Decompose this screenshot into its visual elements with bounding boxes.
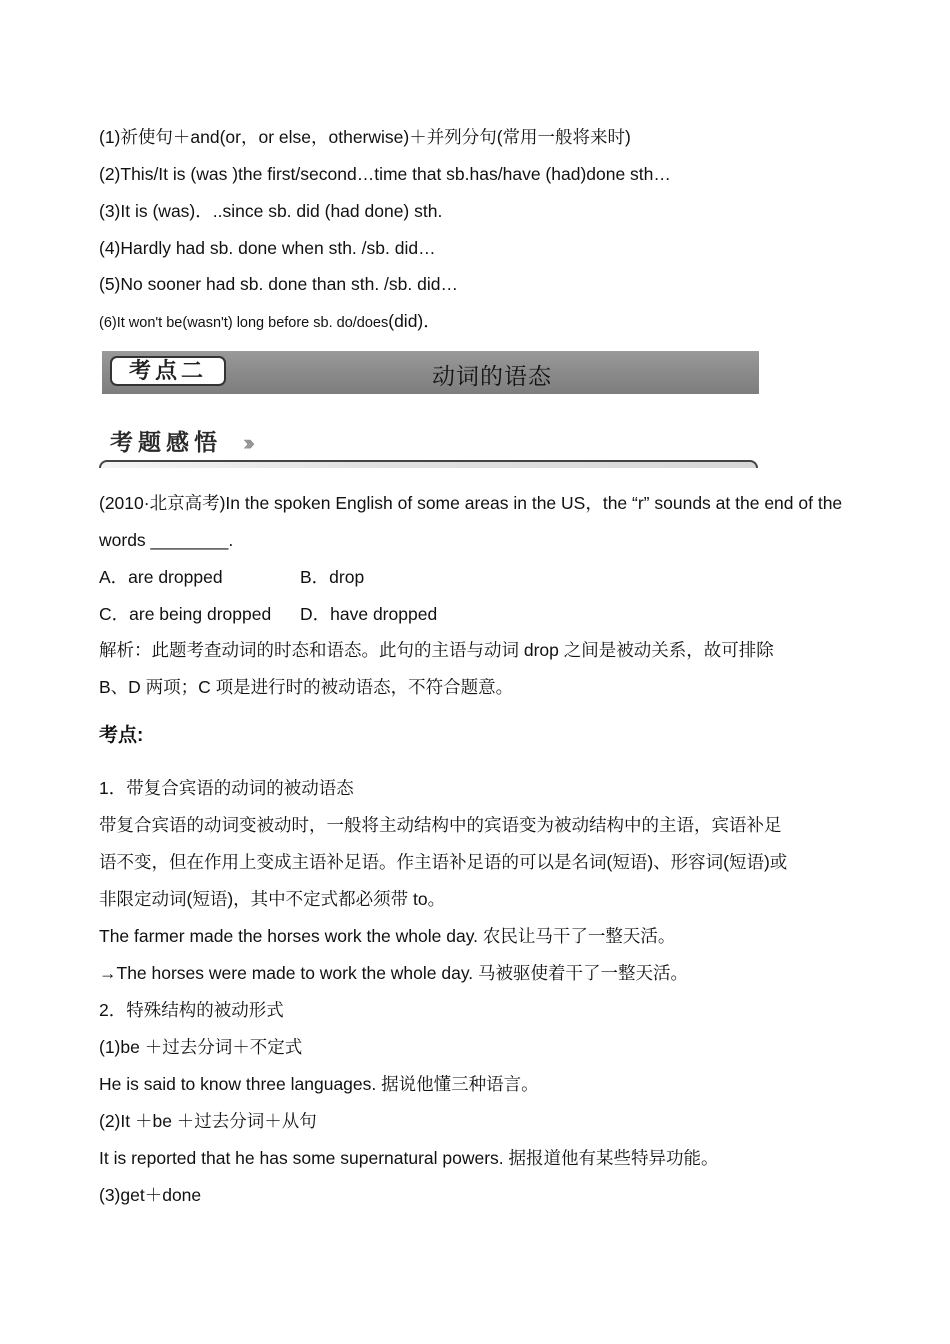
section-banner	[102, 351, 759, 394]
example-1: The farmer made the horses work the whole day. 农民让马干了一整天活。	[99, 926, 676, 946]
question-stem: (2010·北京高考)In the spoken English of some areas in the US，the “r” sounds at the end of the	[99, 493, 843, 513]
sub-structure-3: (3)get＋done	[99, 1185, 202, 1205]
kaodian-title: 考点:	[99, 725, 144, 746]
option-d: D．have dropped	[300, 604, 438, 624]
option-b: B．drop	[300, 567, 365, 587]
analysis-line-2: B、D 两项；C 项是进行时的被动语态，不符合题意。	[99, 677, 514, 697]
sub-structure-1-example: He is said to know three languages. 据说他懂三种语言。	[99, 1074, 539, 1094]
sub-structure-2: (2)It ＋be ＋过去分词＋从句	[99, 1111, 317, 1131]
question-blank: words ________.	[99, 530, 234, 550]
sub-heading: 考题感悟	[110, 429, 222, 456]
analysis-line-1: 解析：此题考查动词的时态和语态。此句的主语与动词 drop 之间是被动关系，故可排除	[99, 640, 774, 660]
banner-title: 动词的语态	[432, 363, 552, 389]
pattern-line-6-tail: (did)．	[388, 311, 441, 331]
point2-title: 2．特殊结构的被动形式	[99, 1000, 284, 1020]
example-2: →The horses were made to work the whole day. 马被驱使着干了一整天活。	[99, 963, 689, 983]
pattern-line-2: (2)This/It is (was )the first/second…time that sb.has/have (had)done sth…	[99, 164, 671, 184]
chevron-right-icon: ›››	[243, 430, 250, 455]
pattern-line-1: (1)祈使句＋and(or，or else，otherwise)＋并列分句(常用一般将来时)	[99, 127, 631, 147]
pattern-line-6	[99, 310, 441, 334]
point1-title: 1．带复合宾语的动词的被动语态	[99, 778, 354, 798]
point1-body-1: 带复合宾语的动词变被动时，一般将主动结构中的宾语变为被动结构中的主语，宾语补足	[99, 815, 782, 835]
option-c: C．are being dropped	[99, 604, 272, 624]
point1-body-3: 非限定动词(短语)，其中不定式都必须带 to。	[99, 889, 446, 909]
pattern-line-4: (4)Hardly had sb. done when sth. /sb. did…	[99, 238, 436, 258]
heading-divider	[99, 460, 758, 468]
sub-structure-1: (1)be ＋过去分词＋不定式	[99, 1037, 303, 1057]
pattern-line-6-main: (6)It won't be(wasn't) long before sb. do/does	[99, 315, 389, 331]
sub-structure-2-example: It is reported that he has some supernatural powers. 据报道他有某些特异功能。	[99, 1148, 719, 1168]
option-a: A．are dropped	[99, 567, 223, 587]
pattern-line-3: (3)It is (was)．..since sb. did (had done) sth.	[99, 201, 443, 221]
pattern-line-5: (5)No sooner had sb. done than sth. /sb. did…	[99, 274, 458, 294]
banner-tag: 考点二	[110, 356, 226, 386]
point1-body-2: 语不变，但在作用上变成主语补足语。作主语补足语的可以是名词(短语)、形容词(短语)或	[99, 852, 788, 872]
